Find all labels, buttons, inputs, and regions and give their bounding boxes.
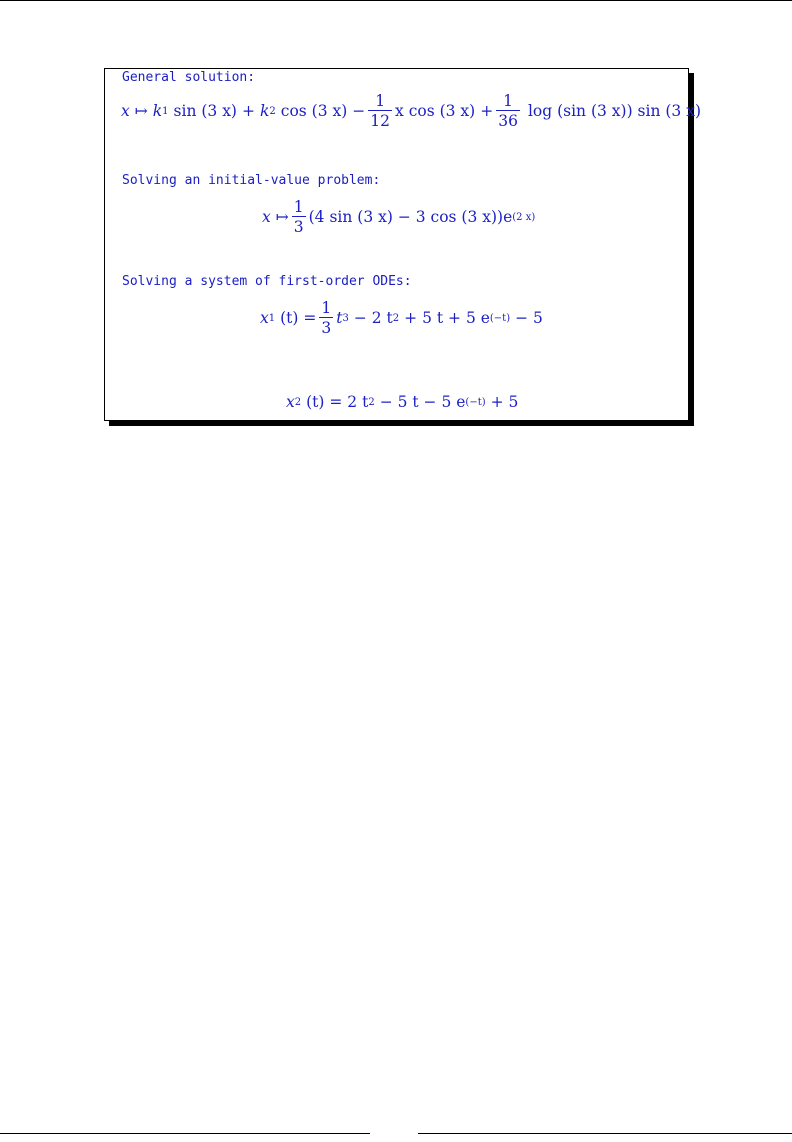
eq3-mid: − 2 t [353, 309, 393, 328]
eq2-x: x [262, 208, 271, 227]
eq4-e-exp: (−t) [465, 396, 486, 408]
eq3-t: t [336, 309, 343, 328]
eq3-e-exp: (−t) [489, 312, 511, 324]
eq4-lhs: x [286, 393, 295, 411]
heading-system: Solving a system of first-order ODEs: [122, 274, 412, 289]
eq3-rest: + 5 t + 5 e [404, 309, 490, 328]
eq4-t-exp: 2 [368, 396, 375, 408]
eq1-k1: k [152, 102, 163, 121]
eq2-body: (4 sin (3 x) − 3 cos (3 x))e [308, 208, 513, 227]
eq1-minus: − [352, 102, 366, 121]
eq2-frac-num: 1 [293, 198, 304, 216]
eq4-arg: (t) = 2 t [306, 393, 369, 411]
eq1-xcos: x cos (3 x) [395, 102, 476, 121]
top-rule [0, 0, 792, 1]
eq1-tail: log (sin (3 x)) sin (3 x) [527, 102, 702, 121]
eq1-k2-sub: 2 [269, 105, 276, 117]
eq3-frac-num: 1 [321, 299, 332, 317]
eq2-exp: (2 x) [512, 211, 536, 223]
footer-rule-left [0, 1133, 370, 1134]
eq3-mid-exp: 2 [392, 312, 400, 324]
eq1-frac-1-12 [368, 93, 392, 130]
eq1-frac2-num: 1 [503, 92, 514, 110]
eq4-lhs-sub: 2 [294, 396, 302, 408]
eq2-frac-den: 3 [293, 218, 304, 237]
eq3-end: − 5 [515, 309, 543, 328]
eq1-plus2: + [480, 102, 494, 121]
eq1-x: x [121, 102, 130, 121]
eq1-k2: k [259, 102, 270, 121]
eq1-maps: ↦ [134, 102, 148, 121]
eq3-frac-1-3 [319, 300, 333, 337]
heading-general-solution: General solution: [122, 70, 256, 85]
heading-initial-value: Solving an initial-value problem: [122, 173, 381, 188]
eq3-lhs: x [260, 309, 269, 328]
eq1-frac-1-36 [496, 93, 520, 130]
eq3-arg: (t) = [280, 309, 317, 328]
eq3-t-exp: 3 [342, 312, 349, 324]
eq1-k1-sub: 1 [162, 105, 169, 117]
eq3-frac-den: 3 [321, 319, 332, 338]
equation-general-solution [121, 93, 701, 130]
eq1-frac2-den: 36 [498, 112, 518, 131]
eq1-cos: cos (3 x) [280, 102, 348, 121]
eq2-frac-1-3 [292, 199, 306, 236]
eq1-sin: sin (3 x) [173, 102, 237, 121]
equation-x2 [286, 393, 518, 411]
footer-rule-right [418, 1133, 792, 1134]
eq3-lhs-sub: 1 [268, 312, 276, 324]
eq1-frac1-num: 1 [375, 92, 386, 110]
equation-initial-value [262, 199, 535, 236]
eq1-frac1-den: 12 [370, 112, 391, 131]
eq4-end: + 5 [490, 393, 519, 411]
eq2-maps: ↦ [275, 208, 289, 227]
output-panel [104, 68, 702, 421]
equation-x1 [260, 300, 543, 337]
eq1-plus1: + [241, 102, 255, 121]
eq4-rest: − 5 t − 5 e [379, 393, 466, 411]
